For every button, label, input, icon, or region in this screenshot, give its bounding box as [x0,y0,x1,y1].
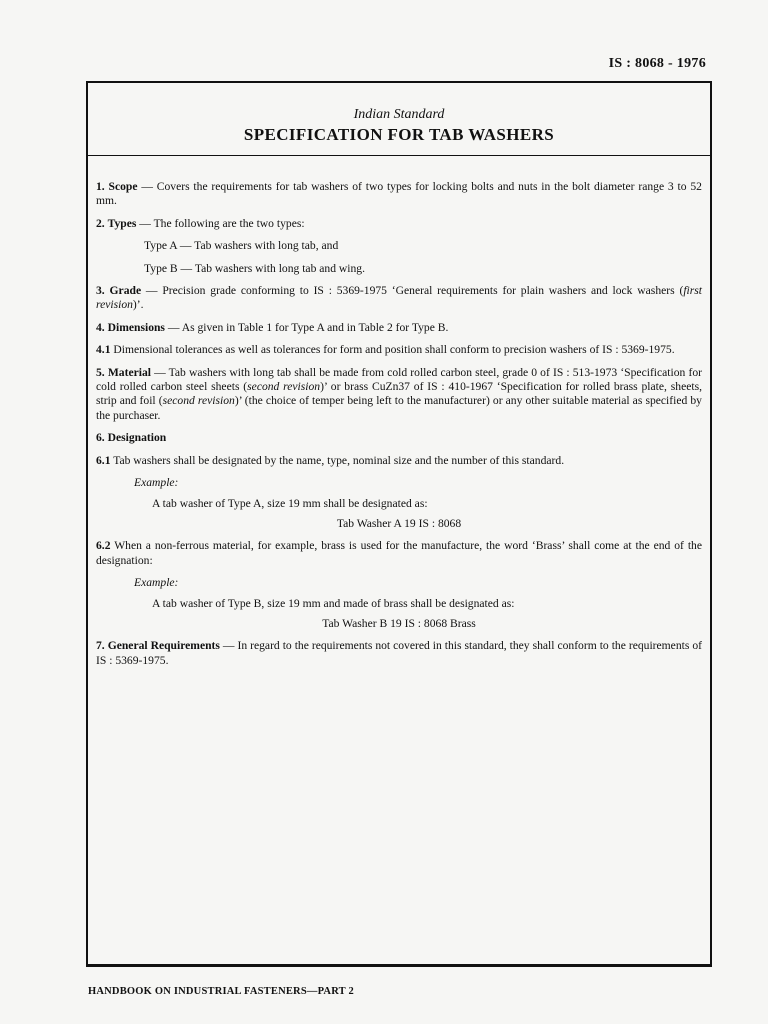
page-title: SPECIFICATION FOR TAB WASHERS [243,125,555,144]
section-text: — Tab washers with long tab shall be made from cold rolled carbon steel, grade 0 of IS : 513-1973 ‘Specification for cold rolled carbon steel sheets ( [96,365,702,394]
section-number: 4. [96,320,105,334]
section-text: )’ (the choice of temper being left to the manufacturer) or any other suitable material as specified by the purchaser. [96,394,702,422]
page-footer: HANDBOOK ON INDUSTRIAL FASTENERS—PART 2 [88,986,354,997]
section-heading: Material [107,365,151,379]
revision-note: second revision [247,380,321,394]
type-a-line: Type A — Tab washers with long tab, and [144,239,339,253]
example-text: A tab washer of Type B, size 19 mm and made of brass shall be designated as: [152,596,515,610]
section-general-requirements [96,639,702,668]
type-b-line: Type B — Tab washers with long tab and wing. [144,261,365,275]
section-text: )’ or brass CuZn37 of IS : 410-1967 ‘Specification for rolled brass plate, sheets, strip and foil ( [96,380,702,408]
section-types [96,217,702,231]
section-number: 6.2 [96,539,111,553]
section-number: 6. [96,431,105,445]
clause-4-1 [96,343,702,357]
section-number: 2. [96,216,105,230]
section-heading: Dimensions [107,320,165,334]
example-label: Example: [134,476,179,490]
title-block [88,83,710,156]
example-designation: Tab Washer A 19 IS : 8068 [336,516,462,530]
example-label: Example: [134,576,179,590]
clause-6-1 [96,454,702,468]
section-number: 7. [96,639,105,653]
section-text: — Covers the requirements for tab washers of two types for locking bolts and nuts in the bolt diameter range 3 to 52 mm. [96,180,702,208]
pre-title: Indian Standard [353,107,445,122]
section-dimensions [96,321,702,335]
section-designation [96,431,702,445]
section-scope [96,180,702,209]
section-grade [96,284,702,313]
section-heading: Types [107,216,137,230]
section-text: — As given in Table 1 for Type A and in Table 2 for Type B. [164,320,449,334]
section-number: 3. [96,284,105,298]
revision-note: first revision [96,284,702,312]
document-frame [86,81,712,967]
section-number: 4.1 [96,343,111,357]
section-text: — The following are the two types: [136,216,305,230]
section-text: When a non-ferrous material, for example, brass is used for the manufacture, the word ‘Brass’ shall come at the end of the designation: [96,539,702,567]
section-text: — Precision grade conforming to IS : 5369-1975 ‘General requirements for plain washers and lock washers ( [141,284,684,298]
example-text: A tab washer of Type A, size 19 mm shall be designated as: [152,496,428,510]
section-text: — In regard to the requirements not covered in this standard, they shall conform to the requirements of IS : 5369-1975. [96,639,702,667]
example-designation: Tab Washer B 19 IS : 8068 Brass [322,616,476,630]
section-heading: Scope [108,180,138,193]
section-heading: Designation [107,431,167,445]
section-text: Tab washers shall be designated by the name, type, nominal size and the number of this standard. [110,453,565,467]
revision-note: second revision [162,394,235,408]
section-number: 1. [96,180,105,193]
standard-number: IS : 8068 - 1976 [608,56,706,71]
section-heading: Grade [109,284,142,298]
section-number: 6.1 [96,453,111,467]
section-text: Dimensional tolerances as well as tolerances for form and position shall conform to precision washers of IS : 5369-1975. [110,343,675,357]
clause-6-2 [96,539,702,568]
document-body [88,156,710,668]
section-number: 5. [96,365,105,379]
section-text: )’. [132,298,144,312]
section-heading: General Requirements [107,639,220,653]
section-material [96,366,702,424]
